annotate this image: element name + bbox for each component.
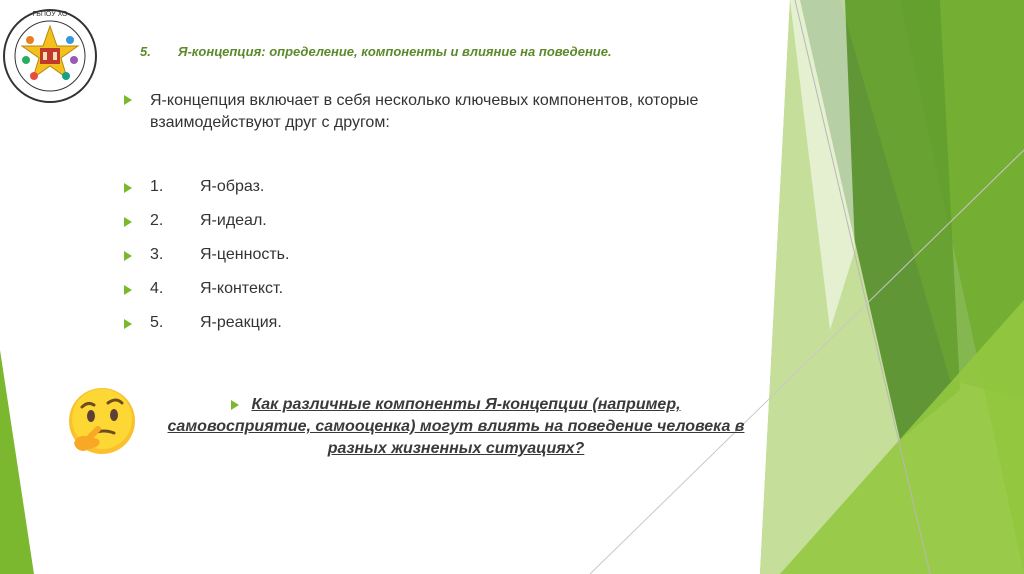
discussion-question — [166, 394, 746, 460]
list-item-label: Я-контекст. — [200, 280, 284, 297]
list-item-number: 5. — [150, 314, 164, 331]
list-item — [150, 246, 289, 264]
list-item — [150, 212, 267, 230]
question-text: Как различные компоненты Я-концепции (например, самовосприятие, самооценка) могут влиять на поведение человека в разных жизненных ситуациях? — [167, 396, 745, 457]
title-text: Я-концепция: определение, компоненты и влияние на поведение. — [178, 44, 612, 59]
list-item-label: Я-образ. — [200, 178, 265, 195]
college-logo — [2, 0, 98, 108]
list-item-label: Я-идеал. — [200, 212, 267, 229]
triangle-right-icon — [124, 183, 132, 193]
list-item-number: 2. — [150, 212, 164, 229]
list-item — [150, 280, 283, 298]
logo-text: ГБПОУ ХО — [32, 11, 68, 18]
triangle-right-icon — [124, 95, 132, 105]
list-item-label: Я-реакция. — [200, 314, 282, 331]
slide-title — [140, 44, 612, 59]
triangle-right-icon — [124, 285, 132, 295]
list-item-number: 3. — [150, 246, 164, 263]
list-item — [150, 314, 282, 332]
triangle-right-icon — [231, 400, 239, 410]
list-item-label: Я-ценность. — [200, 246, 290, 263]
triangle-right-icon — [124, 319, 132, 329]
green-shape-left — [0, 350, 34, 574]
triangle-right-icon — [124, 217, 132, 227]
list-item-number: 1. — [150, 178, 164, 195]
list-item — [150, 178, 264, 196]
triangle-right-icon — [124, 251, 132, 261]
list-item-number: 4. — [150, 280, 164, 297]
title-number: 5. — [140, 44, 151, 59]
thinking-face-icon — [64, 385, 140, 461]
intro-text: Я-концепция включает в себя несколько ключевых компонентов, которые взаимодействуют друг с другом: — [150, 92, 699, 131]
